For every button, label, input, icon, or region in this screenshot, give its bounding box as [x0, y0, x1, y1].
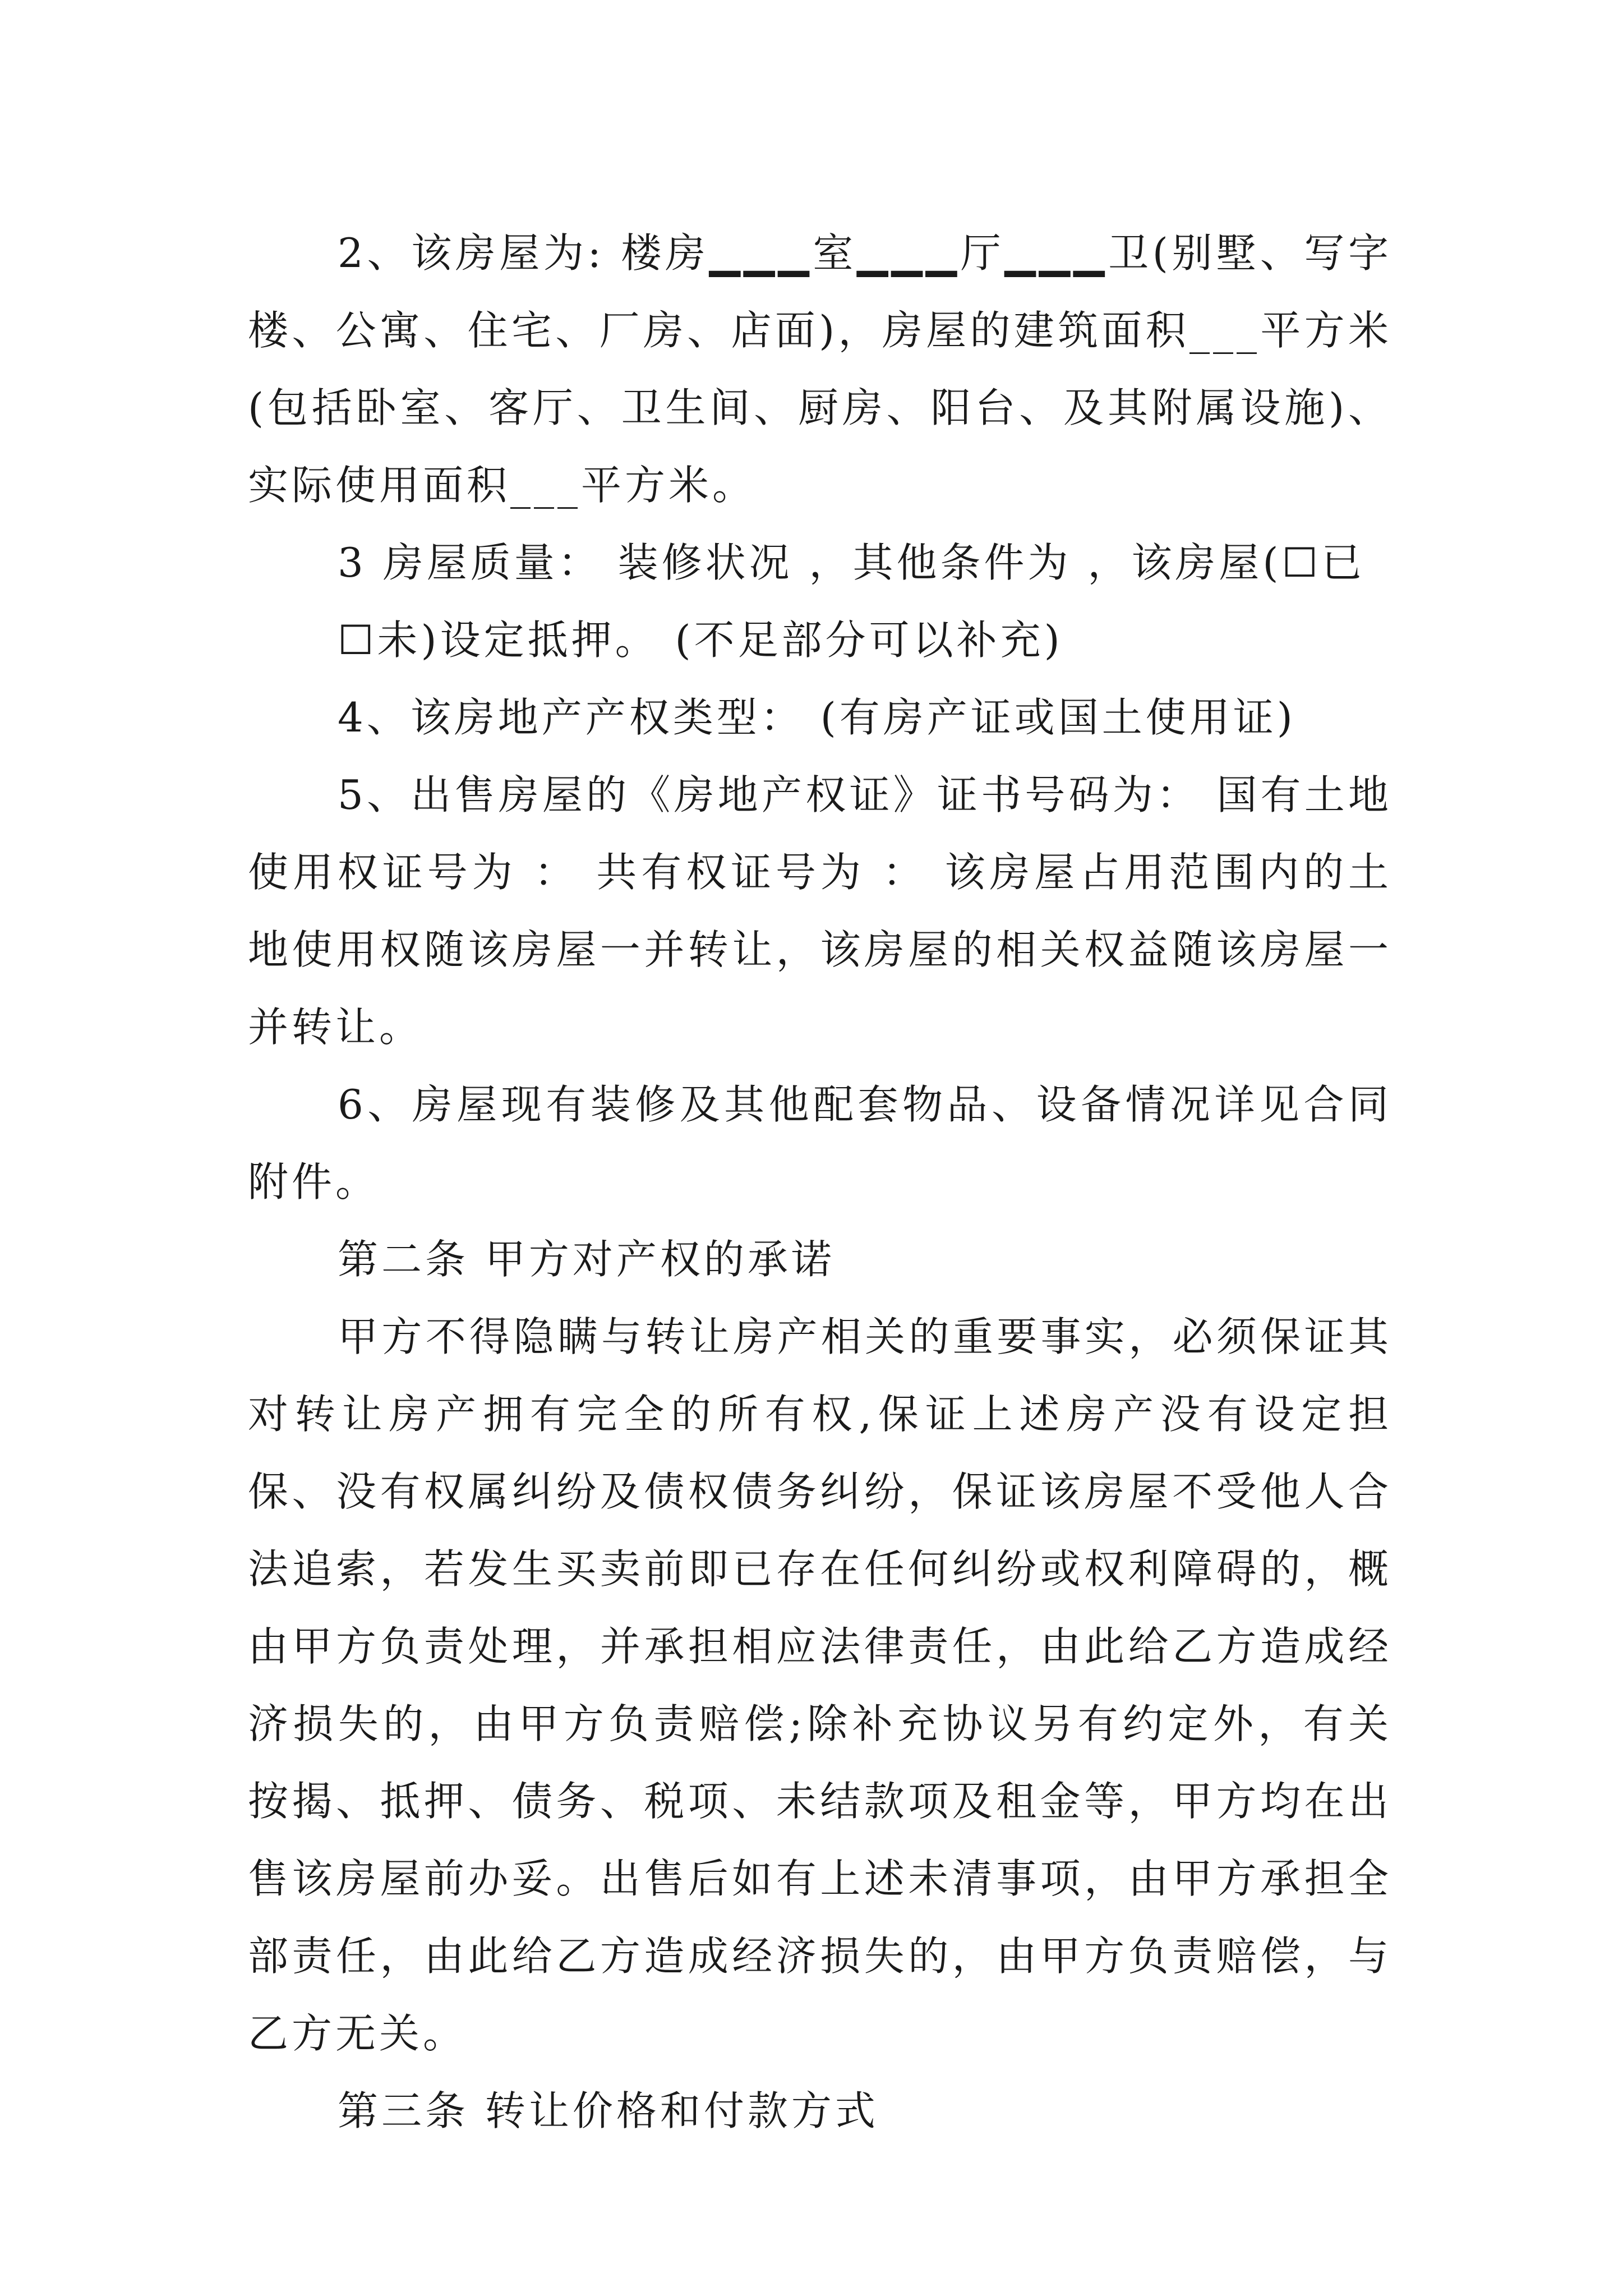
clause-3-mortgage-status: ☐未)设定抵押。 (不足部分可以补充)	[338, 616, 1063, 664]
clause-4-property-right-type: 4、该房地产产权类型： (有房产证或国土使用证)	[338, 694, 1296, 741]
clause-6-decoration-appendix: 6、房屋现有装修及其他配套物品、设备情况详见合同附件。	[248, 1081, 1392, 1205]
clause-5-certificate-numbers: 5、出售房屋的《房地产权证》证书号码为： 国有土地使用权证号为 ： 共有权证号为 ： 该房屋占用范围内的土地使用权随该房屋一并转让，该房屋的相关权益随该房屋一并转让。	[248, 771, 1392, 1051]
article-2-heading: 第二条 甲方对产权的承诺	[338, 1236, 835, 1283]
article-3-heading: 第三条 转让价格和付款方式	[338, 2087, 879, 2134]
clause-2-house-type: 2、该房屋为: 楼房▁▁▁室▁▁▁厅▁▁▁卫(别墅、写字楼、公寓、住宅、厂房、店面)，房屋的建筑面积___平方米(包括卧室、客厅、卫生间、厨房、阳台、及其附属设施)、实际使用面积___平方米。	[248, 229, 1392, 509]
document-body	[248, 214, 1392, 2150]
article-2-body: 甲方不得隐瞒与转让房产相关的重要事实，必须保证其对转让房产拥有完全的所有权,保证上述房产没有设定担保、没有权属纠纷及债权债务纠纷，保证该房屋不受他人合法追索，若发生买卖前即已存在任何纠纷或权利障碍的，概由甲方负责处理，并承担相应法律责任，由此给乙方造成经济损失的，由甲方负责赔偿;除补充协议另有约定外，有关按揭、抵押、债务、税项、未结款项及租金等，甲方均在出售该房屋前办妥。出售后如有上述未清事项，由甲方承担全部责任，由此给乙方造成经济损失的，由甲方负责赔偿，与乙方无关。	[248, 1313, 1392, 2057]
clause-3-house-quality: 3 房屋质量： 装修状况 ，其他条件为 ，该房屋(☐已	[338, 539, 1365, 586]
